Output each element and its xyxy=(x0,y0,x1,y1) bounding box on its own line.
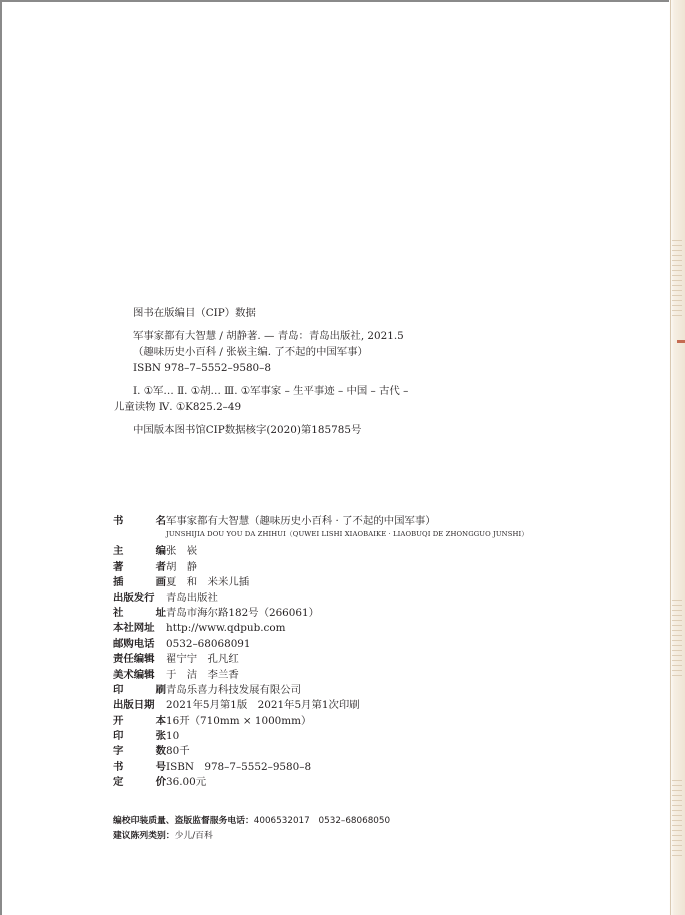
display-category: 建议陈列类别：少儿/百科 xyxy=(113,831,213,841)
info-row xyxy=(113,621,653,636)
info-row xyxy=(113,683,653,698)
info-label: 出版发行 xyxy=(113,591,155,604)
info-label: 责任编辑 xyxy=(113,653,155,666)
book-name-pinyin: JUNSHIJIA DOU YOU DA ZHIHUI（QUWEI LISHI XIAOBAIKE · LIAOBUQI DE ZHONGGUO JUNSHI） xyxy=(166,530,529,539)
info-row xyxy=(113,575,653,590)
info-label: 开 本 xyxy=(113,714,166,727)
info-row xyxy=(113,668,653,683)
info-label: 印 刷 xyxy=(113,683,166,696)
info-value: 于 洁 李兰香 xyxy=(166,668,239,681)
info-label: 插 画 xyxy=(113,576,166,589)
info-row xyxy=(113,652,653,667)
info-label: 书 号 xyxy=(113,760,166,773)
cip-title: 图书在版编目（CIP）数据 xyxy=(133,307,256,319)
cip-line: ISBN 978–7–5552–9580–8 xyxy=(133,362,271,374)
info-value: 80千 xyxy=(166,745,190,758)
info-row xyxy=(113,606,653,621)
info-row xyxy=(113,698,653,713)
info-value: 36.00元 xyxy=(166,776,207,789)
info-value: 2021年5月第1版 2021年5月第1次印刷 xyxy=(166,699,360,712)
right-page-edge-line xyxy=(670,0,671,915)
info-value: 翟宁宁 孔凡红 xyxy=(166,653,239,666)
info-row xyxy=(113,760,653,775)
info-value: 10 xyxy=(166,730,180,743)
info-value: 夏 和 米米儿插 xyxy=(166,576,250,589)
info-label: 印 张 xyxy=(113,730,166,743)
info-label: 主 编 xyxy=(113,545,166,558)
info-row xyxy=(113,591,653,606)
info-value: 张 嵚 xyxy=(166,545,198,558)
info-row-book-name xyxy=(113,514,653,529)
page-border-left xyxy=(0,0,2,915)
info-row xyxy=(113,544,653,559)
info-value: ISBN 978–7–5552–9580–8 xyxy=(166,760,312,773)
cip-line: （趣味历史小百科 / 张嵚主编. 了不起的中国军事） xyxy=(133,346,368,358)
cip-record-number: 中国版本图书馆CIP数据核字(2020)第185785号 xyxy=(133,424,362,436)
info-label: 美术编辑 xyxy=(113,668,155,681)
info-value: http://www.qdpub.com xyxy=(166,622,286,635)
quality-hotline: 编校印装质量、盗版监督服务电话：4006532017 0532–68068050 xyxy=(113,816,391,826)
cip-line: 军事家都有大智慧 / 胡静著. — 青岛：青岛出版社, 2021.5 xyxy=(133,330,404,342)
info-label: 字 数 xyxy=(113,745,166,758)
info-row xyxy=(113,637,653,652)
footer-notes xyxy=(113,814,390,844)
right-page-edge xyxy=(669,0,685,915)
cip-classification: 儿童读物 Ⅳ. ①K825.2–49 xyxy=(114,401,242,413)
info-row xyxy=(113,729,653,744)
info-label: 书 名 xyxy=(113,515,166,527)
page-border-top xyxy=(0,0,685,2)
info-label: 邮购电话 xyxy=(113,637,155,650)
book-name: 军事家都有大智慧（趣味历史小百科 · 了不起的中国军事） xyxy=(166,515,436,527)
info-label: 社 址 xyxy=(113,606,166,619)
info-label: 本社网址 xyxy=(113,622,155,635)
info-row xyxy=(113,714,653,729)
info-row xyxy=(113,744,653,759)
edge-decoration xyxy=(677,340,685,343)
cip-block xyxy=(114,305,653,438)
info-label: 著 者 xyxy=(113,560,166,573)
info-value: 16开（710mm × 1000mm） xyxy=(166,714,312,727)
info-label: 定 价 xyxy=(113,776,166,789)
info-value: 0532–68068091 xyxy=(166,637,251,650)
info-value: 胡 静 xyxy=(166,560,198,573)
publication-info xyxy=(113,514,653,791)
info-label: 出版日期 xyxy=(113,699,155,712)
cip-classification: Ⅰ. ①军… Ⅱ. ①胡… Ⅲ. ①军事家 – 生平事迹 – 中国 – 古代 – xyxy=(133,385,409,397)
edge-decoration xyxy=(672,240,682,320)
info-value: 青岛出版社 xyxy=(166,591,218,604)
edge-decoration xyxy=(672,600,682,680)
info-value: 青岛市海尔路182号（266061） xyxy=(166,606,320,619)
info-value: 青岛乐喜力科技发展有限公司 xyxy=(166,683,302,696)
edge-decoration xyxy=(672,780,682,860)
info-row-pinyin xyxy=(113,529,653,539)
info-row xyxy=(113,775,653,790)
info-row xyxy=(113,560,653,575)
